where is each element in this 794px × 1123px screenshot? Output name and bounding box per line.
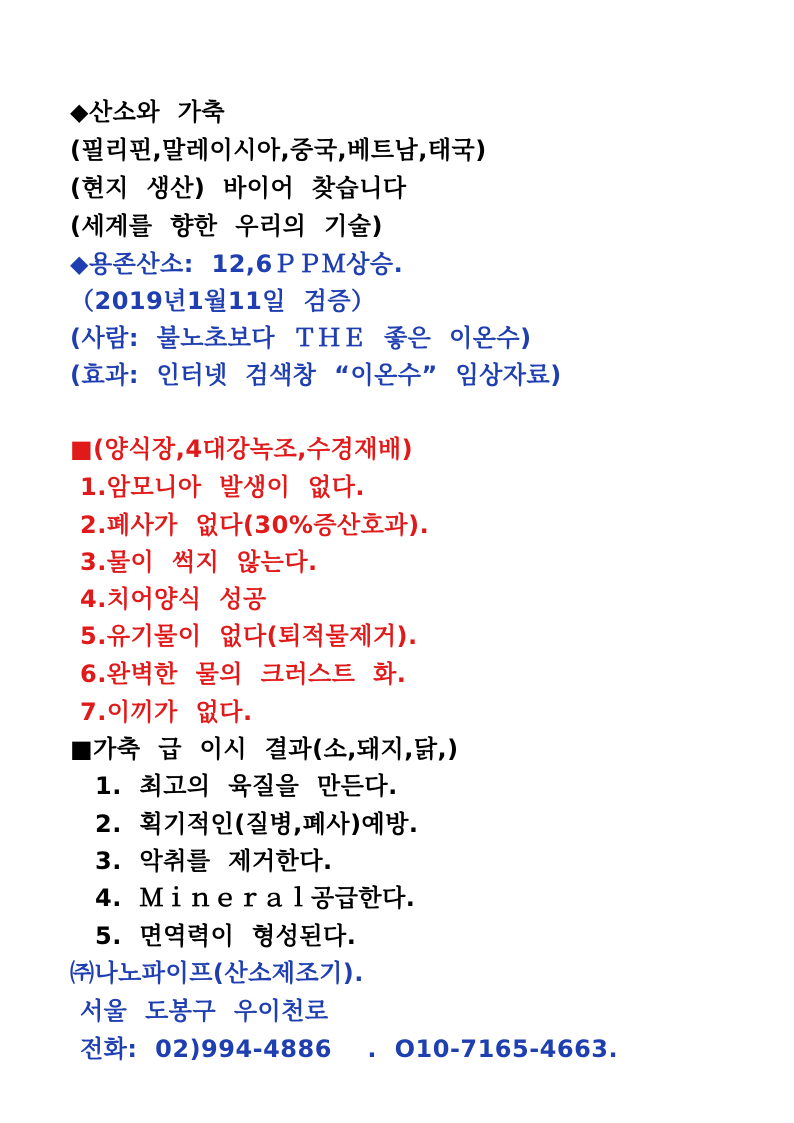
aquaculture-heading: ■(양식장,4대강녹조,수경재배) [70,435,414,463]
aquaculture-item-6: 6.완벽한 물의 크러스트 화. [80,660,407,688]
livestock-item-3: 3. 악취를 제거한다. [95,847,333,875]
livestock-item-1: 1. 최고의 육질을 만든다. [95,772,398,800]
effect-line: (효과: 인터넷 검색창 “이온수” 임상자료) [70,361,562,389]
livestock-heading: ■가축 급 이시 결과(소,돼지,닭,) [70,735,459,763]
section-title-oxygen-livestock: ◆산소와 가축 [70,98,226,126]
company-phone: 전화: 02)994-4886 . O10-7165-4663. [80,1035,619,1063]
aquaculture-item-5: 5.유기물이 없다(퇴적물제거). [80,622,418,650]
dissolved-oxygen-line: ◆용존산소: 12,6ＰＰＭ상승. [70,250,404,278]
people-line: (사람: 불노초보다 ＴＨＥ 좋은 이온수) [70,324,532,352]
aquaculture-item-7: 7.이끼가 없다. [80,698,253,726]
countries-line: (필리핀,말레이시아,중국,베트남,태국) [70,136,487,164]
aquaculture-item-4: 4.치어양식 성공 [80,585,267,613]
verification-date-line: （2019년1월11일 검증） [70,287,376,315]
buyer-line: (현지 생산) 바이어 찾습니다 [70,174,407,202]
livestock-item-2: 2. 획기적인(질병,폐사)예방. [95,810,419,838]
livestock-item-5: 5. 면역력이 형성된다. [95,922,357,950]
company-name: ㈜나노파이프(산소제조기). [70,959,364,987]
technology-line: (세계를 향한 우리의 기술) [70,212,383,240]
company-address: 서울 도봉구 우이천로 [80,997,329,1025]
aquaculture-item-2: 2.폐사가 없다(30%증산호과). [80,511,430,539]
aquaculture-item-1: 1.암모니아 발생이 없다. [80,473,366,501]
livestock-item-4: 4. Ｍｉｎｅｒａｌ공급한다. [95,884,416,912]
aquaculture-item-3: 3.물이 썩지 않는다. [80,548,318,576]
